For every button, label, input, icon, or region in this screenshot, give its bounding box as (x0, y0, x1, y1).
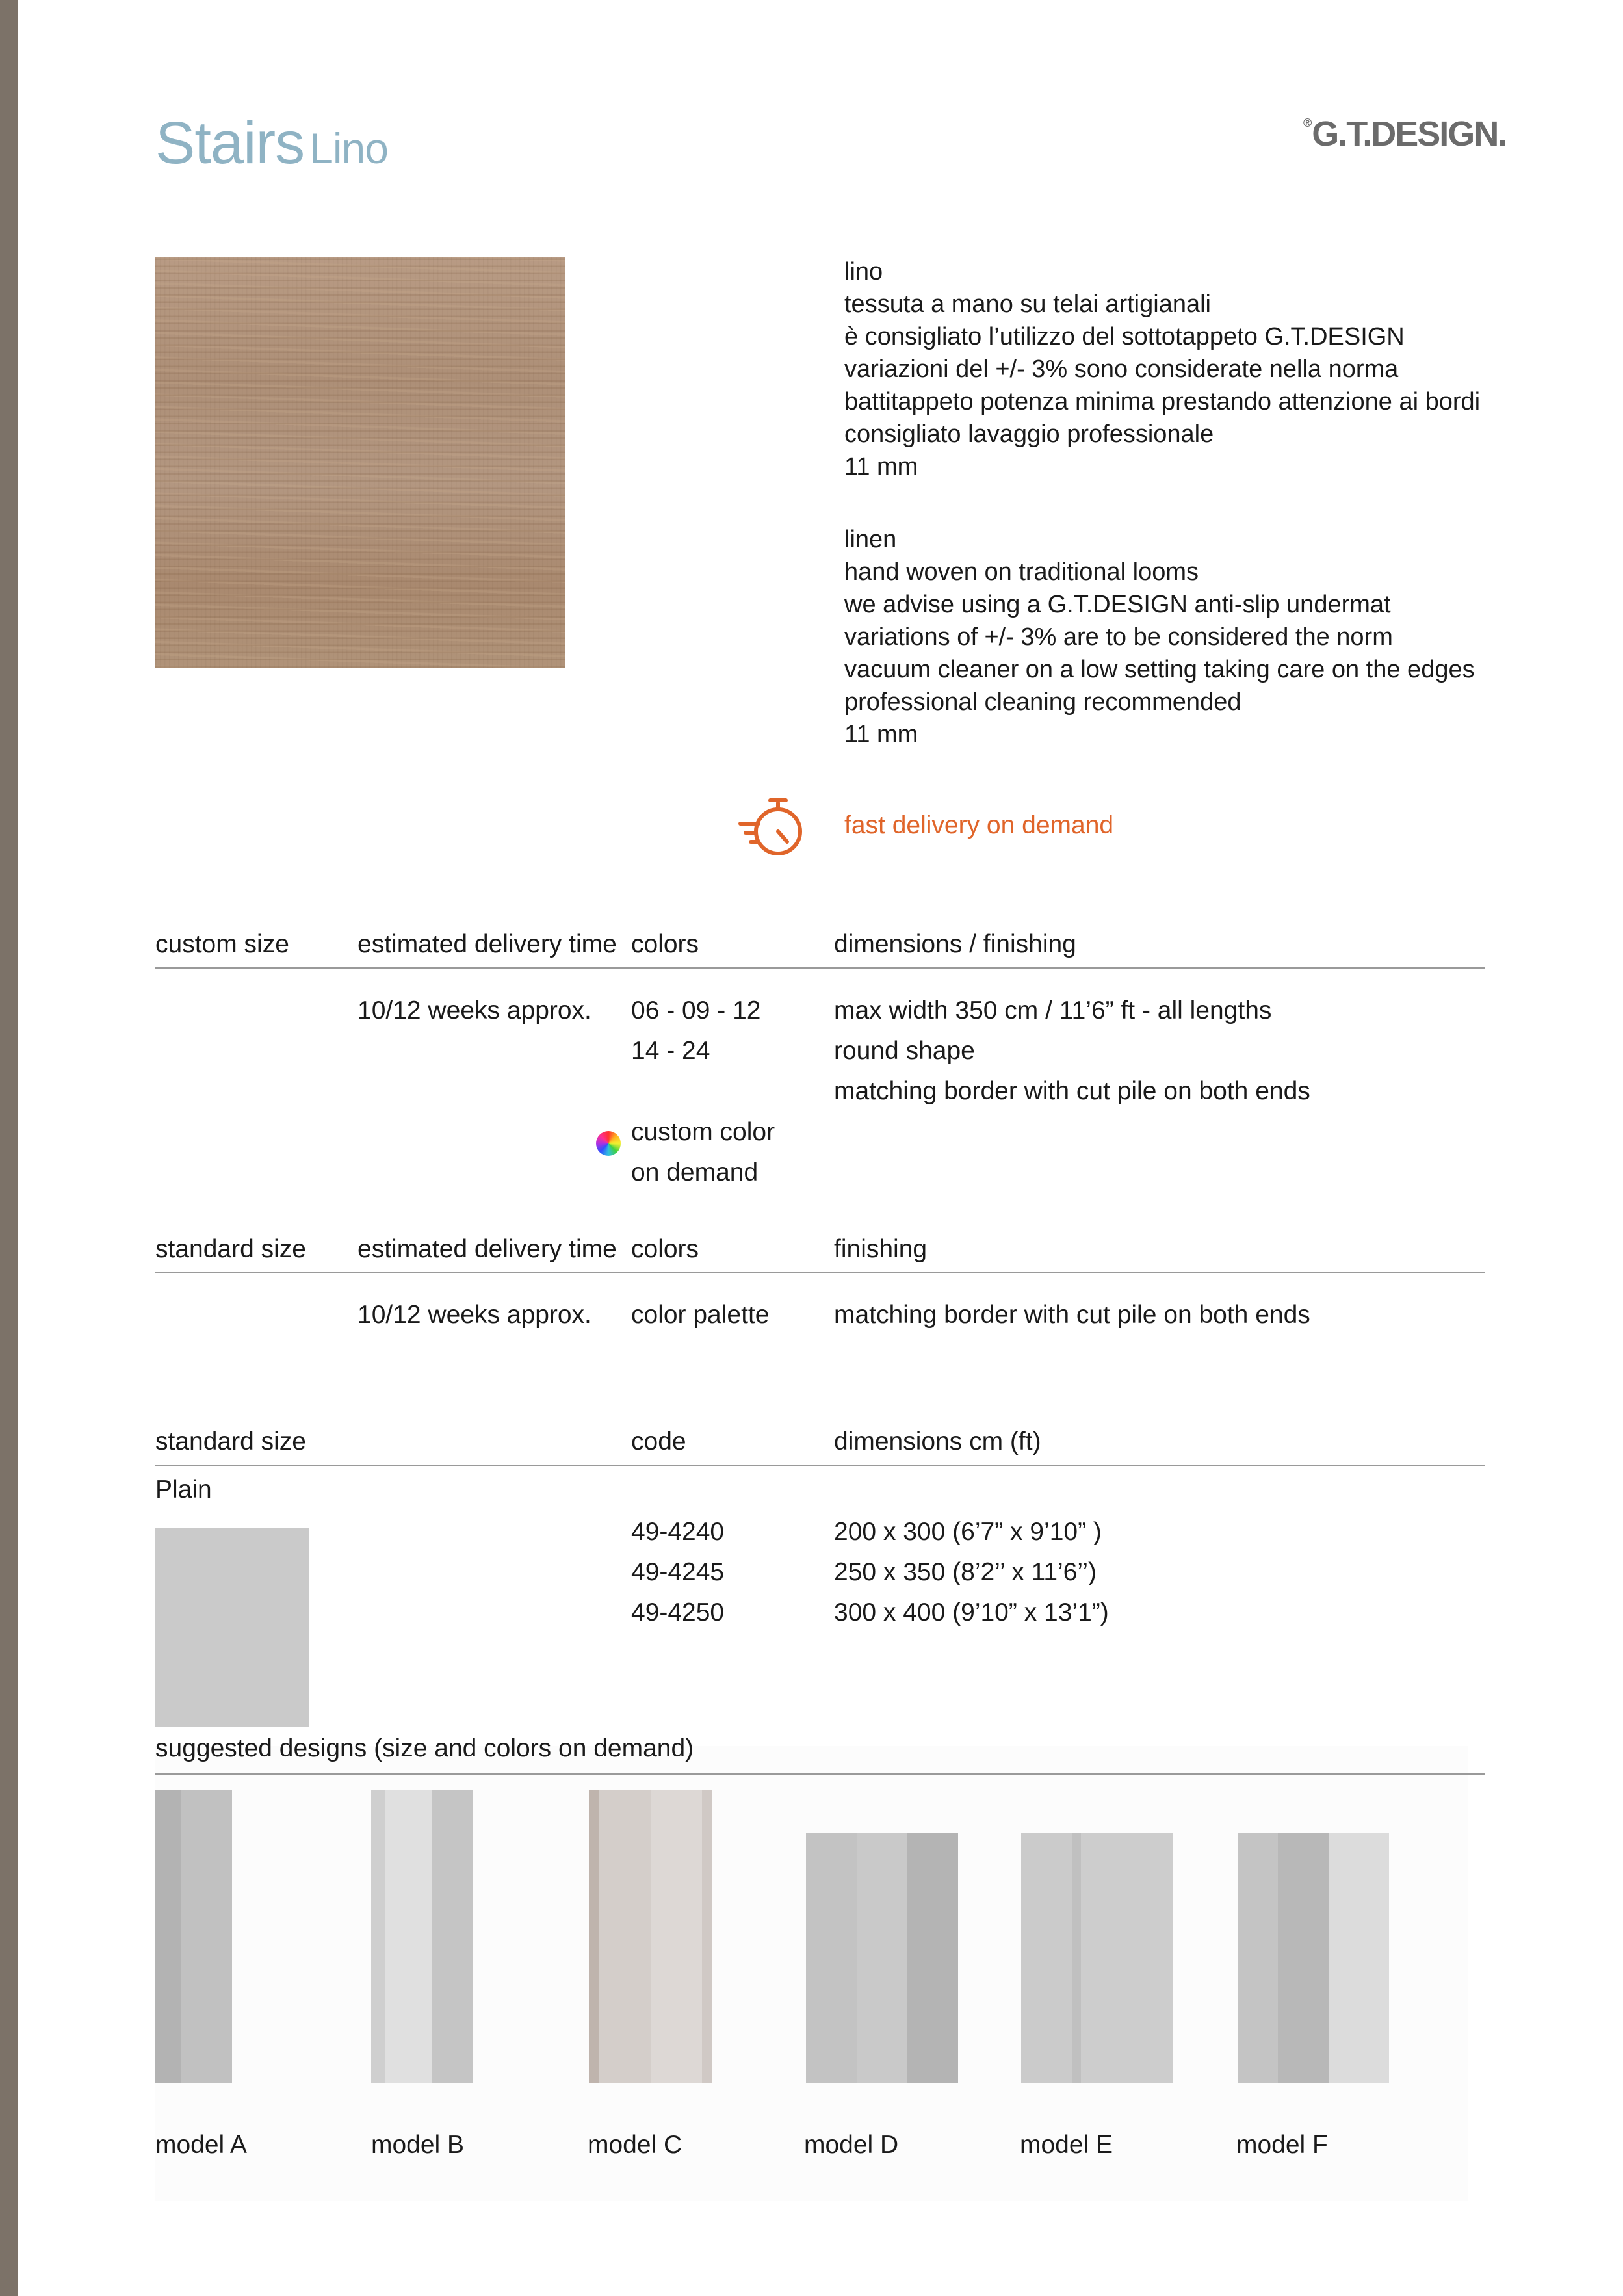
custom-color-note: on demand (631, 1158, 759, 1186)
plain-design-swatch (155, 1528, 309, 1727)
model-d-image (806, 1833, 958, 2083)
model-label: model F (1236, 2131, 1328, 2159)
model-label: model C (588, 2131, 682, 2159)
column-header: code (631, 1428, 686, 1455)
model-e-image (1021, 1833, 1173, 2083)
page-title: Stairs Lino (155, 110, 388, 176)
model-label: model B (371, 2131, 465, 2159)
rug-texture-image (155, 257, 565, 668)
color-codes: 14 - 24 (631, 1037, 710, 1065)
size-dimensions: 250 x 350 (8’2’’ x 11’6’’) (834, 1558, 1097, 1586)
page-edge-bar (0, 0, 18, 2296)
model-c-image (589, 1790, 712, 2083)
table-divider (155, 1272, 1485, 1273)
model-label: model A (155, 2131, 247, 2159)
column-header: colors (631, 930, 699, 958)
finishing-item: matching border with cut pile on both ends (834, 1301, 1310, 1329)
table-divider (155, 967, 1485, 969)
model-label: model D (804, 2131, 899, 2159)
delivery-time: 10/12 weeks approx. (357, 997, 591, 1024)
size-code: 49-4240 (631, 1518, 725, 1546)
section-divider (155, 1773, 1485, 1775)
size-code: 49-4245 (631, 1558, 725, 1586)
column-header: standard size (155, 1235, 306, 1263)
suggested-heading: suggested designs (size and colors on demand) (155, 1734, 694, 1762)
column-header: standard size (155, 1428, 306, 1455)
brand-logo: ®G.T.DESIGN. (1303, 114, 1507, 153)
column-header: estimated delivery time (357, 930, 617, 958)
fast-delivery-label: fast delivery on demand (844, 811, 1114, 839)
page-subtitle: Lino (309, 124, 388, 172)
delivery-time: 10/12 weeks approx. (357, 1301, 591, 1329)
column-header: dimensions cm (ft) (834, 1428, 1041, 1455)
color-palette: color palette (631, 1301, 770, 1329)
finishing-item: max width 350 cm / 11’6” ft - all lengths (834, 997, 1272, 1024)
color-codes: 06 - 09 - 12 (631, 997, 761, 1024)
model-f-image (1238, 1833, 1389, 2083)
finishing-item: round shape (834, 1037, 975, 1065)
model-b-image (371, 1790, 473, 2083)
column-header: custom size (155, 930, 289, 958)
model-a-image (155, 1790, 232, 2083)
size-dimensions: 200 x 300 (6’7” x 9’10” ) (834, 1518, 1102, 1546)
table-divider (155, 1465, 1485, 1466)
column-header: finishing (834, 1235, 928, 1263)
size-dimensions: 300 x 400 (9’10” x 13’1”) (834, 1598, 1109, 1626)
stopwatch-fast-icon (736, 795, 808, 860)
size-code: 49-4250 (631, 1598, 725, 1626)
model-label: model E (1020, 2131, 1113, 2159)
custom-color-note: custom color (631, 1118, 775, 1146)
column-header: estimated delivery time (357, 1235, 617, 1263)
column-header: colors (631, 1235, 699, 1263)
finishing-item: matching border with cut pile on both ends (834, 1077, 1310, 1105)
column-header: dimensions / finishing (834, 930, 1076, 958)
group-label: Plain (155, 1476, 212, 1504)
color-wheel-icon (596, 1131, 621, 1156)
